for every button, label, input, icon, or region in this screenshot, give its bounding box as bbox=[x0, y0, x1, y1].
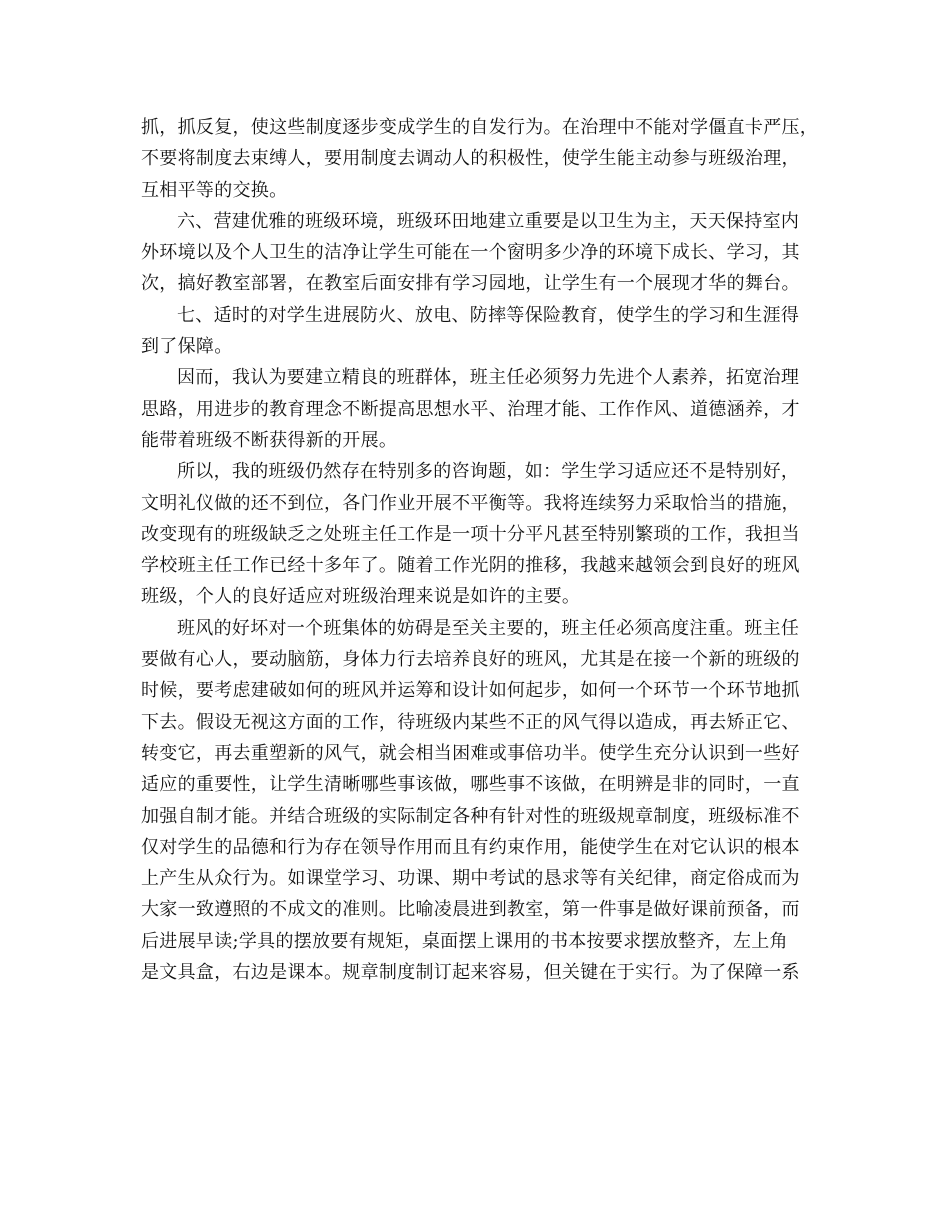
document-body bbox=[141, 112, 819, 988]
text-line: 改变现有的班级缺乏之处班主任工作是一项十分平凡甚至特别繁琐的工作，我担当 bbox=[141, 523, 800, 545]
text-line: 上产生从众行为。如课堂学习、功课、期中考试的恳求等有关纪律，商定俗成而为 bbox=[141, 868, 800, 890]
paragraph-first-line: 所以，我的班级仍然存在特别多的咨询题，如：学生学习适应还不是特别好， bbox=[177, 461, 800, 483]
text-line: 后进展早读;学具的摆放要有规矩，桌面摆上课用的书本按要求摆放整齐，左上角 bbox=[141, 930, 788, 952]
text-line: 外环境以及个人卫生的洁净让学生可能在一个窗明多少净的环境下成长、学习，其 bbox=[141, 242, 800, 264]
text-line: 班级，个人的良好适应对班级治理来说是如许的主要。 bbox=[141, 586, 581, 608]
text-line: 次，搞好教室部署，在教室后面安排有学习园地，让学生有一个展现才华的舞台。 bbox=[141, 273, 800, 295]
text-line: 时候，要考虑建破如何的班风并运筹和设计如何起步，如何一个环节一个环节地抓 bbox=[141, 680, 800, 702]
text-line: 抓，抓反复，使这些制度逐步变成学生的自发行为。在治理中不能对学僵直卡严压， bbox=[141, 117, 819, 138]
text-line: 思路，用进步的教育理念不断提高思想水平、治理才能、工作作风、道德涵养，才 bbox=[141, 398, 800, 420]
paragraph-first-line: 因而，我认为要建立精良的班群体，班主任必须努力先进个人素养，拓宽治理 bbox=[177, 367, 800, 389]
paragraph-first-line: 七、适时的对学生进展防火、放电、防摔等保险教育，使学生的学习和生涯得 bbox=[177, 304, 800, 326]
paragraph-first-line: 六、营建优雅的班级环境，班级环田地建立重要是以卫生为主，天天保持室内 bbox=[177, 210, 800, 232]
text-line: 互相平等的交换。 bbox=[141, 179, 288, 201]
text-line: 加强自制才能。并结合班级的实际制定各种有针对性的班级规章制度，班级标准不 bbox=[141, 805, 800, 827]
text-line: 转变它，再去重塑新的风气，就会相当困难或事倍功半。使学生充分认识到一些好 bbox=[141, 742, 800, 764]
text-line: 要做有心人，要动脑筋，身体力行去培养良好的班风，尤其是在接一个新的班级的 bbox=[141, 649, 800, 671]
text-line: 适应的重要性，让学生清晰哪些事该做，哪些事不该做，在明辨是非的同时，一直 bbox=[141, 774, 800, 796]
paragraph-first-line: 班风的好坏对一个班集体的妨碍是至关主要的，班主任必须高度注重。班主任 bbox=[177, 617, 800, 639]
text-line: 是文具盒，右边是课本。规章制度制订起来容易，但关键在于实行。为了保障一系 bbox=[141, 962, 800, 984]
text-line: 大家一致遵照的不成文的准则。比喻凌晨进到教室，第一件事是做好课前预备，而 bbox=[141, 899, 800, 921]
text-line: 能带着班级不断获得新的开展。 bbox=[141, 429, 398, 451]
text-line: 文明礼仪做的还不到位，各门作业开展不平衡等。我将连续努力采取恰当的措施， bbox=[141, 492, 800, 514]
text-line: 仅对学生的品德和行为存在领导作用而且有约束作用，能使学生在对它认识的根本 bbox=[141, 836, 800, 858]
text-line: 不要将制度去束缚人，要用制度去调动人的积极性，使学生能主动参与班级治理， bbox=[141, 148, 800, 170]
text-line: 下去。假设无视这方面的工作，待班级内某些不正的风气得以造成，再去矫正它、 bbox=[141, 711, 800, 733]
text-line: 到了保障。 bbox=[141, 336, 233, 358]
text-line: 学校班主任工作已经十多年了。随着工作光阴的推移，我越来越领会到良好的班风 bbox=[141, 555, 800, 577]
